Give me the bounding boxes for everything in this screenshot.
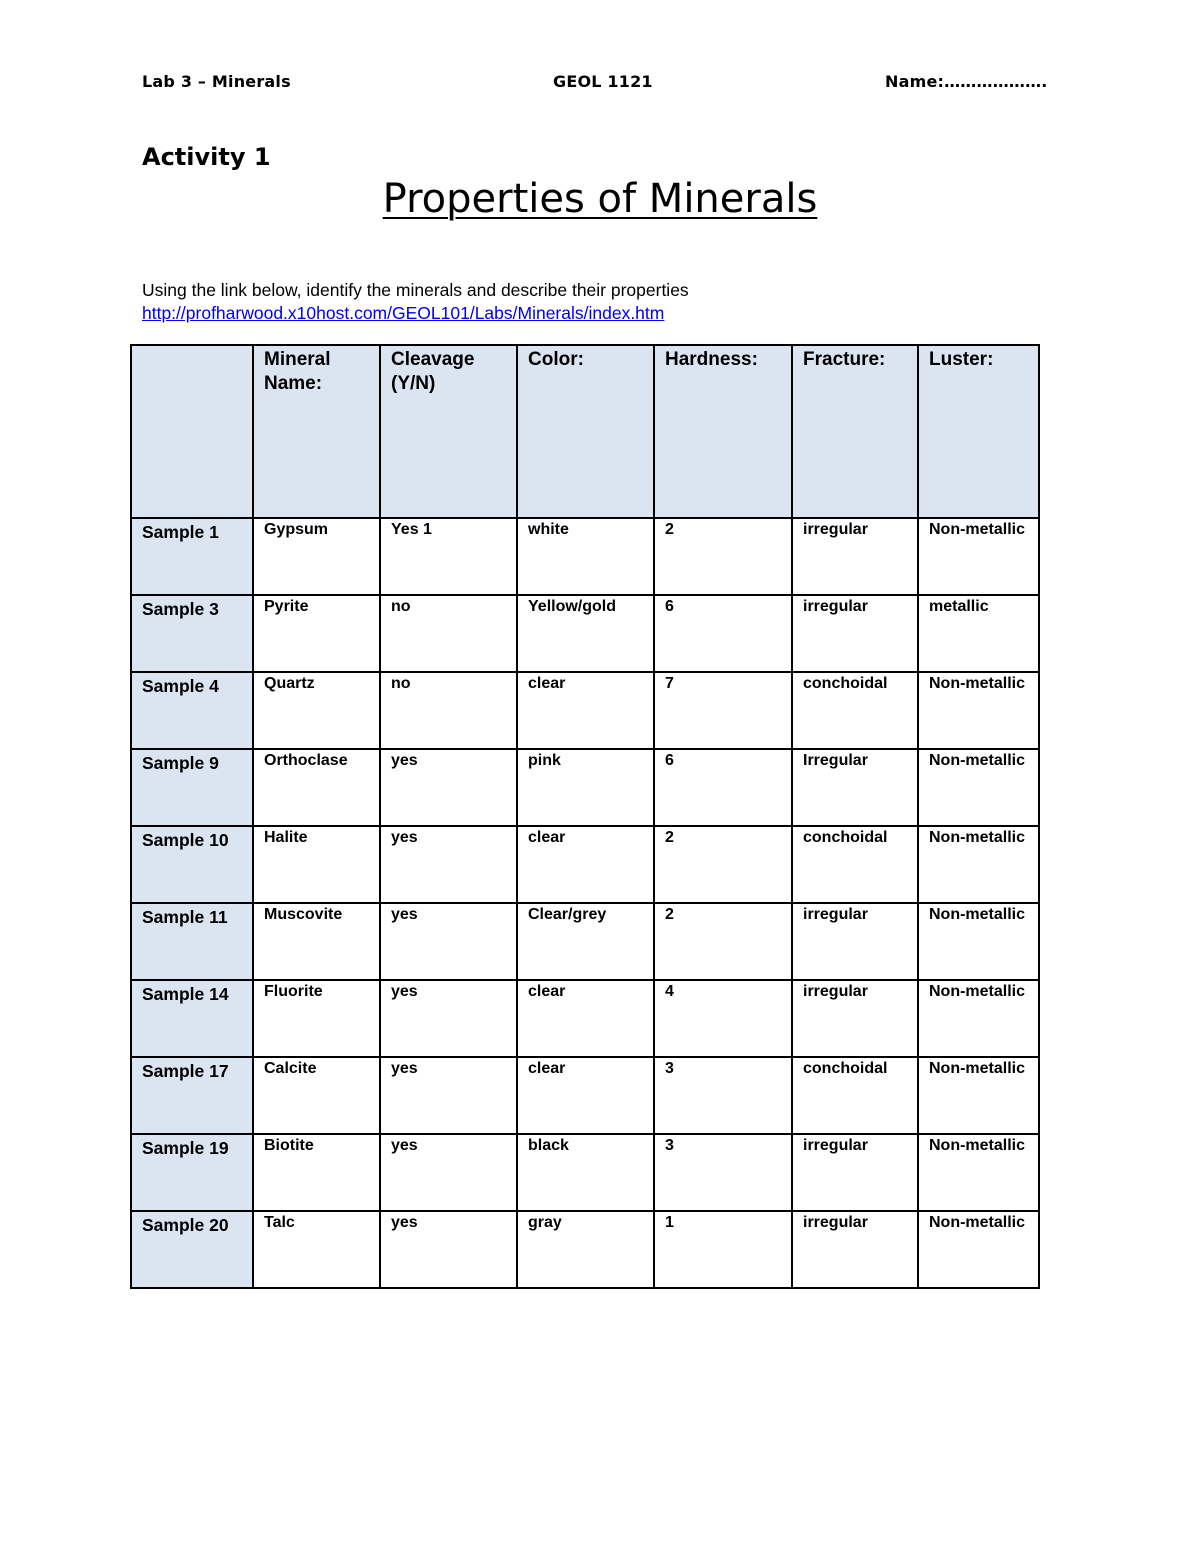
cell-color: Yellow/gold bbox=[517, 595, 654, 672]
cell-hardness: 2 bbox=[654, 903, 792, 980]
page-title: Properties of Minerals bbox=[382, 176, 818, 222]
cell-fracture: conchoidal bbox=[792, 826, 918, 903]
cell-mineral-name: Orthoclase bbox=[253, 749, 380, 826]
cell-mineral-name: Pyrite bbox=[253, 595, 380, 672]
minerals-link[interactable]: http://profharwood.x10host.com/GEOL101/Labs/Minerals/index.htm bbox=[142, 303, 665, 323]
header-cell-hardness: Hardness: bbox=[654, 345, 792, 518]
cell-color: gray bbox=[517, 1211, 654, 1288]
table-body bbox=[131, 518, 1039, 1288]
table-row bbox=[131, 1211, 1039, 1288]
header-cell-fracture: Fracture: bbox=[792, 345, 918, 518]
cell-fracture: Irregular bbox=[792, 749, 918, 826]
cell-luster: Non-metallic bbox=[918, 672, 1039, 749]
cell-hardness: 3 bbox=[654, 1057, 792, 1134]
header-course-code: GEOL 1121 bbox=[553, 72, 653, 91]
cell-mineral-name: Muscovite bbox=[253, 903, 380, 980]
cell-luster: Non-metallic bbox=[918, 980, 1039, 1057]
cell-cleavage: yes bbox=[380, 1211, 517, 1288]
cell-mineral-name: Talc bbox=[253, 1211, 380, 1288]
cell-luster: Non-metallic bbox=[918, 1211, 1039, 1288]
cell-luster: Non-metallic bbox=[918, 518, 1039, 595]
cell-cleavage: no bbox=[380, 672, 517, 749]
table-row bbox=[131, 749, 1039, 826]
cell-fracture: conchoidal bbox=[792, 672, 918, 749]
table-row bbox=[131, 595, 1039, 672]
cell-hardness: 1 bbox=[654, 1211, 792, 1288]
cell-color: pink bbox=[517, 749, 654, 826]
cell-hardness: 2 bbox=[654, 826, 792, 903]
cell-cleavage: yes bbox=[380, 980, 517, 1057]
cell-cleavage: yes bbox=[380, 903, 517, 980]
cell-hardness: 6 bbox=[654, 595, 792, 672]
cell-color: clear bbox=[517, 1057, 654, 1134]
cell-luster: Non-metallic bbox=[918, 903, 1039, 980]
header-cell-luster: Luster: bbox=[918, 345, 1039, 518]
header-cell-cleavage: Cleavage (Y/N) bbox=[380, 345, 517, 518]
cell-hardness: 3 bbox=[654, 1134, 792, 1211]
cell-hardness: 7 bbox=[654, 672, 792, 749]
cell-luster: Non-metallic bbox=[918, 1134, 1039, 1211]
cell-sample: Sample 4 bbox=[131, 672, 253, 749]
cell-mineral-name: Quartz bbox=[253, 672, 380, 749]
cell-sample: Sample 20 bbox=[131, 1211, 253, 1288]
cell-cleavage: yes bbox=[380, 826, 517, 903]
header-cell-mineral-name: Mineral Name: bbox=[253, 345, 380, 518]
table-row bbox=[131, 672, 1039, 749]
cell-cleavage: yes bbox=[380, 1134, 517, 1211]
cell-hardness: 6 bbox=[654, 749, 792, 826]
cell-cleavage: yes bbox=[380, 1057, 517, 1134]
table-row bbox=[131, 903, 1039, 980]
cell-sample: Sample 11 bbox=[131, 903, 253, 980]
table-row bbox=[131, 980, 1039, 1057]
cell-luster: Non-metallic bbox=[918, 826, 1039, 903]
cell-sample: Sample 19 bbox=[131, 1134, 253, 1211]
cell-mineral-name: Halite bbox=[253, 826, 380, 903]
cell-color: clear bbox=[517, 826, 654, 903]
header-lab-title: Lab 3 – Minerals bbox=[142, 72, 291, 91]
cell-mineral-name: Fluorite bbox=[253, 980, 380, 1057]
cell-hardness: 2 bbox=[654, 518, 792, 595]
cell-cleavage: no bbox=[380, 595, 517, 672]
cell-color: clear bbox=[517, 980, 654, 1057]
cell-sample: Sample 14 bbox=[131, 980, 253, 1057]
table-row bbox=[131, 1134, 1039, 1211]
cell-color: clear bbox=[517, 672, 654, 749]
cell-fracture: irregular bbox=[792, 518, 918, 595]
table-header-row bbox=[131, 345, 1039, 518]
cell-fracture: irregular bbox=[792, 1134, 918, 1211]
cell-sample: Sample 10 bbox=[131, 826, 253, 903]
cell-color: black bbox=[517, 1134, 654, 1211]
cell-color: Clear/grey bbox=[517, 903, 654, 980]
cell-cleavage: yes bbox=[380, 749, 517, 826]
table-row bbox=[131, 826, 1039, 903]
cell-fracture: irregular bbox=[792, 1211, 918, 1288]
cell-mineral-name: Calcite bbox=[253, 1057, 380, 1134]
cell-cleavage: Yes 1 bbox=[380, 518, 517, 595]
cell-sample: Sample 1 bbox=[131, 518, 253, 595]
cell-color: white bbox=[517, 518, 654, 595]
cell-fracture: irregular bbox=[792, 595, 918, 672]
cell-mineral-name: Gypsum bbox=[253, 518, 380, 595]
cell-hardness: 4 bbox=[654, 980, 792, 1057]
cell-sample: Sample 3 bbox=[131, 595, 253, 672]
table-row bbox=[131, 518, 1039, 595]
cell-luster: Non-metallic bbox=[918, 1057, 1039, 1134]
cell-fracture: irregular bbox=[792, 903, 918, 980]
cell-fracture: conchoidal bbox=[792, 1057, 918, 1134]
cell-luster: metallic bbox=[918, 595, 1039, 672]
cell-luster: Non-metallic bbox=[918, 749, 1039, 826]
cell-mineral-name: Biotite bbox=[253, 1134, 380, 1211]
cell-fracture: irregular bbox=[792, 980, 918, 1057]
header-cell-blank bbox=[131, 345, 253, 518]
activity-label: Activity 1 bbox=[142, 143, 271, 171]
cell-sample: Sample 9 bbox=[131, 749, 253, 826]
cell-sample: Sample 17 bbox=[131, 1057, 253, 1134]
instructions-text: Using the link below, identify the minerals and describe their properties bbox=[142, 280, 689, 300]
header-name-field: Name:………………. bbox=[885, 72, 1048, 91]
header-cell-color: Color: bbox=[517, 345, 654, 518]
table-row bbox=[131, 1057, 1039, 1134]
mineral-properties-table bbox=[130, 344, 1040, 1289]
